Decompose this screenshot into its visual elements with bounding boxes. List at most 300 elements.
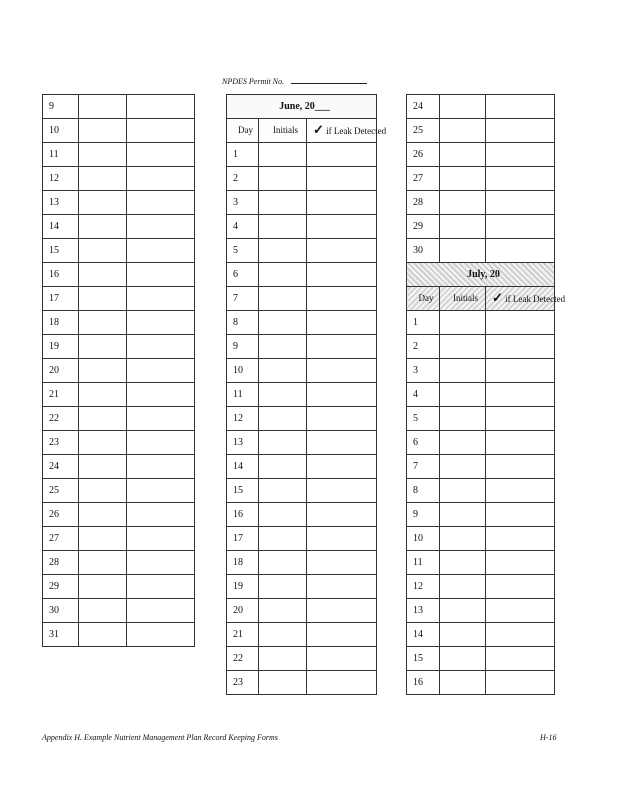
- day-number: 30: [43, 599, 79, 623]
- leak-detected-cell[interactable]: [307, 479, 377, 503]
- log-row: [43, 167, 195, 191]
- leak-detected-cell[interactable]: [127, 383, 195, 407]
- log-row: [43, 311, 195, 335]
- log-row: [227, 431, 377, 455]
- leak-detected-cell[interactable]: [127, 575, 195, 599]
- checkmark-icon: ✓: [492, 290, 503, 305]
- log-row: [43, 383, 195, 407]
- initials-cell[interactable]: [79, 119, 127, 143]
- day-number: 6: [227, 263, 259, 287]
- log-row: [407, 119, 555, 143]
- leak-detected-cell[interactable]: [127, 407, 195, 431]
- log-row: [43, 527, 195, 551]
- leak-detected-cell[interactable]: [486, 167, 555, 191]
- log-row: [227, 263, 377, 287]
- initials-cell[interactable]: [440, 359, 486, 383]
- day-number: 14: [227, 455, 259, 479]
- leak-detected-cell[interactable]: [127, 599, 195, 623]
- checkmark-icon: ✓: [313, 122, 324, 137]
- day-number: 28: [407, 191, 440, 215]
- permit-label: NPDES Permit No.: [222, 77, 284, 86]
- leak-detected-cell[interactable]: [127, 95, 195, 119]
- day-number: 20: [43, 359, 79, 383]
- log-row: [43, 119, 195, 143]
- initials-cell[interactable]: [440, 479, 486, 503]
- log-row: [227, 503, 377, 527]
- june-initials-header: Initials: [259, 119, 307, 143]
- day-number: 21: [227, 623, 259, 647]
- initials-cell[interactable]: [79, 95, 127, 119]
- log-row: [407, 311, 555, 335]
- july-month-heading: July, 20: [407, 263, 555, 287]
- leak-detected-cell[interactable]: [486, 143, 555, 167]
- initials-cell[interactable]: [440, 95, 486, 119]
- day-number: 19: [43, 335, 79, 359]
- initials-cell[interactable]: [259, 407, 307, 431]
- leak-detected-cell[interactable]: [486, 647, 555, 671]
- initials-cell[interactable]: [79, 383, 127, 407]
- day-number: 27: [407, 167, 440, 191]
- initials-cell[interactable]: [259, 455, 307, 479]
- initials-cell[interactable]: [440, 647, 486, 671]
- day-number: 29: [43, 575, 79, 599]
- initials-cell[interactable]: [440, 215, 486, 239]
- leak-detected-cell[interactable]: [486, 551, 555, 575]
- leak-detected-cell[interactable]: [307, 527, 377, 551]
- initials-cell[interactable]: [440, 311, 486, 335]
- day-number: 7: [227, 287, 259, 311]
- june-leak-header: [307, 119, 387, 143]
- log-row: [227, 167, 377, 191]
- day-number: 6: [407, 431, 440, 455]
- initials-cell[interactable]: [79, 503, 127, 527]
- log-table-right-bottom-body: [407, 311, 555, 695]
- log-row: [407, 359, 555, 383]
- initials-cell[interactable]: [259, 431, 307, 455]
- day-number: 18: [227, 551, 259, 575]
- initials-cell[interactable]: [79, 407, 127, 431]
- log-row: [227, 575, 377, 599]
- leak-detected-cell[interactable]: [486, 479, 555, 503]
- initials-cell[interactable]: [259, 359, 307, 383]
- initials-cell[interactable]: [259, 551, 307, 575]
- initials-cell[interactable]: [79, 527, 127, 551]
- initials-cell[interactable]: [79, 431, 127, 455]
- day-number: 8: [227, 311, 259, 335]
- initials-cell[interactable]: [79, 599, 127, 623]
- initials-cell[interactable]: [79, 335, 127, 359]
- log-row: [43, 503, 195, 527]
- leak-detected-cell[interactable]: [127, 287, 195, 311]
- footer-caption: Appendix H. Example Nutrient Management Plan Record Keeping Forms: [42, 733, 278, 742]
- initials-cell[interactable]: [79, 311, 127, 335]
- day-number: 24: [407, 95, 440, 119]
- initials-cell[interactable]: [259, 623, 307, 647]
- day-number: 10: [43, 119, 79, 143]
- initials-cell[interactable]: [79, 455, 127, 479]
- leak-detected-cell[interactable]: [486, 431, 555, 455]
- initials-cell[interactable]: [259, 335, 307, 359]
- log-row: [227, 455, 377, 479]
- log-table-left-body: [43, 95, 195, 647]
- initials-cell[interactable]: [440, 503, 486, 527]
- initials-cell[interactable]: [259, 527, 307, 551]
- initials-cell[interactable]: [440, 623, 486, 647]
- initials-cell[interactable]: [440, 527, 486, 551]
- log-row: [407, 455, 555, 479]
- day-number: 12: [407, 575, 440, 599]
- day-number: 17: [43, 287, 79, 311]
- log-row: [227, 335, 377, 359]
- initials-cell[interactable]: [79, 239, 127, 263]
- leak-detected-cell[interactable]: [307, 311, 377, 335]
- log-row: [43, 239, 195, 263]
- june-day-header: Day: [227, 119, 259, 143]
- log-row: [407, 527, 555, 551]
- leak-detected-cell[interactable]: [307, 215, 377, 239]
- day-number: 1: [407, 311, 440, 335]
- leak-detected-cell[interactable]: [486, 575, 555, 599]
- log-row: [43, 359, 195, 383]
- day-number: 4: [227, 215, 259, 239]
- july-leak-header: [486, 287, 566, 311]
- leak-detected-cell[interactable]: [486, 359, 555, 383]
- log-table-june-body: [227, 143, 377, 695]
- leak-detected-cell[interactable]: [307, 599, 377, 623]
- leak-detected-cell[interactable]: [307, 647, 377, 671]
- log-row: [227, 551, 377, 575]
- log-row: [407, 407, 555, 431]
- leak-detected-cell[interactable]: [127, 503, 195, 527]
- log-row: [43, 623, 195, 647]
- log-row: [407, 551, 555, 575]
- initials-cell[interactable]: [259, 191, 307, 215]
- initials-cell[interactable]: [259, 671, 307, 695]
- day-number: 25: [43, 479, 79, 503]
- leak-detected-cell[interactable]: [127, 119, 195, 143]
- log-row: [407, 479, 555, 503]
- initials-cell[interactable]: [440, 575, 486, 599]
- leak-detected-cell[interactable]: [307, 383, 377, 407]
- log-row: [407, 599, 555, 623]
- initials-cell[interactable]: [79, 575, 127, 599]
- leak-detected-cell[interactable]: [127, 623, 195, 647]
- july-initials-header: Initials: [440, 287, 486, 311]
- day-number: 8: [407, 479, 440, 503]
- leak-detected-cell[interactable]: [307, 287, 377, 311]
- initials-cell[interactable]: [79, 215, 127, 239]
- initials-cell[interactable]: [259, 287, 307, 311]
- leak-detected-cell[interactable]: [486, 191, 555, 215]
- leak-detected-cell[interactable]: [486, 599, 555, 623]
- leak-detected-cell[interactable]: [307, 503, 377, 527]
- leak-detected-cell[interactable]: [486, 239, 555, 263]
- day-number: 16: [43, 263, 79, 287]
- initials-cell[interactable]: [259, 647, 307, 671]
- day-number: 22: [43, 407, 79, 431]
- initials-cell[interactable]: [440, 551, 486, 575]
- day-number: 15: [407, 647, 440, 671]
- leak-detected-cell[interactable]: [307, 575, 377, 599]
- page-number: H-16: [540, 733, 557, 742]
- june-month-heading: June, 20___: [227, 95, 377, 119]
- leak-detected-cell[interactable]: [307, 143, 377, 167]
- leak-detected-cell[interactable]: [486, 335, 555, 359]
- day-number: 18: [43, 311, 79, 335]
- log-row: [43, 599, 195, 623]
- initials-cell[interactable]: [259, 215, 307, 239]
- leak-detected-cell[interactable]: [486, 95, 555, 119]
- initials-cell[interactable]: [440, 143, 486, 167]
- day-number: 20: [227, 599, 259, 623]
- log-row: [407, 167, 555, 191]
- log-row: [227, 383, 377, 407]
- leak-detected-cell[interactable]: [127, 263, 195, 287]
- initials-cell[interactable]: [259, 239, 307, 263]
- log-row: [43, 95, 195, 119]
- day-number: 28: [43, 551, 79, 575]
- initials-cell[interactable]: [79, 143, 127, 167]
- log-table-right-top-body: [407, 95, 555, 263]
- initials-cell[interactable]: [79, 479, 127, 503]
- day-number: 23: [43, 431, 79, 455]
- permit-number-field: [222, 74, 367, 86]
- log-row: [43, 431, 195, 455]
- initials-cell[interactable]: [79, 287, 127, 311]
- initials-cell[interactable]: [259, 479, 307, 503]
- leak-detected-cell[interactable]: [127, 527, 195, 551]
- log-row: [407, 383, 555, 407]
- leak-detected-cell[interactable]: [486, 623, 555, 647]
- log-row: [407, 431, 555, 455]
- log-row: [227, 527, 377, 551]
- leak-detected-cell[interactable]: [127, 167, 195, 191]
- initials-cell[interactable]: [79, 167, 127, 191]
- log-row: [227, 143, 377, 167]
- leak-detected-cell[interactable]: [307, 407, 377, 431]
- day-number: 14: [43, 215, 79, 239]
- log-row: [227, 407, 377, 431]
- day-number: 10: [407, 527, 440, 551]
- leak-detected-cell[interactable]: [127, 359, 195, 383]
- day-number: 16: [227, 503, 259, 527]
- leak-detected-cell[interactable]: [127, 215, 195, 239]
- leak-detected-cell[interactable]: [486, 455, 555, 479]
- leak-detected-cell[interactable]: [307, 239, 377, 263]
- day-number: 3: [407, 359, 440, 383]
- day-number: 13: [407, 599, 440, 623]
- log-row: [227, 599, 377, 623]
- initials-cell[interactable]: [440, 407, 486, 431]
- log-row: [407, 671, 555, 695]
- log-row: [43, 215, 195, 239]
- june-leak-header-label: if Leak Detected: [326, 126, 387, 136]
- initials-cell[interactable]: [79, 359, 127, 383]
- july-leak-header-label: if Leak Detected: [505, 294, 566, 304]
- day-number: 9: [407, 503, 440, 527]
- leak-detected-cell[interactable]: [486, 215, 555, 239]
- initials-cell[interactable]: [259, 575, 307, 599]
- log-row: [43, 191, 195, 215]
- leak-detected-cell[interactable]: [307, 455, 377, 479]
- day-number: 11: [407, 551, 440, 575]
- day-number: 15: [43, 239, 79, 263]
- initials-cell[interactable]: [259, 383, 307, 407]
- leak-detected-cell[interactable]: [127, 191, 195, 215]
- day-number: 29: [407, 215, 440, 239]
- log-row: [227, 359, 377, 383]
- leak-detected-cell[interactable]: [486, 119, 555, 143]
- day-number: 30: [407, 239, 440, 263]
- day-number: 11: [227, 383, 259, 407]
- leak-detected-cell[interactable]: [127, 335, 195, 359]
- day-number: 3: [227, 191, 259, 215]
- log-row: [43, 455, 195, 479]
- day-number: 9: [227, 335, 259, 359]
- leak-detected-cell[interactable]: [127, 311, 195, 335]
- initials-cell[interactable]: [440, 335, 486, 359]
- leak-detected-cell[interactable]: [307, 431, 377, 455]
- initials-cell[interactable]: [440, 599, 486, 623]
- leak-detected-cell[interactable]: [307, 191, 377, 215]
- leak-detected-cell[interactable]: [486, 311, 555, 335]
- initials-cell[interactable]: [440, 167, 486, 191]
- day-number: 21: [43, 383, 79, 407]
- day-number: 10: [227, 359, 259, 383]
- initials-cell[interactable]: [259, 143, 307, 167]
- leak-detected-cell[interactable]: [486, 503, 555, 527]
- log-row: [407, 191, 555, 215]
- leak-detected-cell[interactable]: [307, 359, 377, 383]
- log-table-left: [42, 94, 195, 647]
- log-row: [407, 647, 555, 671]
- leak-detected-cell[interactable]: [486, 527, 555, 551]
- log-row: [43, 335, 195, 359]
- day-number: 25: [407, 119, 440, 143]
- day-number: 19: [227, 575, 259, 599]
- log-row: [43, 407, 195, 431]
- log-row: [407, 143, 555, 167]
- log-row: [43, 551, 195, 575]
- initials-cell[interactable]: [259, 599, 307, 623]
- leak-detected-cell[interactable]: [127, 551, 195, 575]
- day-number: 12: [43, 167, 79, 191]
- leak-detected-cell[interactable]: [486, 383, 555, 407]
- day-number: 1: [227, 143, 259, 167]
- initials-cell[interactable]: [440, 431, 486, 455]
- day-number: 7: [407, 455, 440, 479]
- leak-detected-cell[interactable]: [486, 671, 555, 695]
- initials-cell[interactable]: [259, 263, 307, 287]
- log-row: [227, 671, 377, 695]
- day-number: 9: [43, 95, 79, 119]
- day-number: 26: [407, 143, 440, 167]
- day-number: 27: [43, 527, 79, 551]
- day-number: 13: [227, 431, 259, 455]
- initials-cell[interactable]: [440, 191, 486, 215]
- day-number: 2: [227, 167, 259, 191]
- leak-detected-cell[interactable]: [307, 167, 377, 191]
- log-row: [43, 479, 195, 503]
- log-row: [43, 263, 195, 287]
- log-row: [43, 143, 195, 167]
- day-number: 11: [43, 143, 79, 167]
- day-number: 14: [407, 623, 440, 647]
- july-day-header: Day: [407, 287, 440, 311]
- log-row: [227, 191, 377, 215]
- log-row: [227, 647, 377, 671]
- log-row: [227, 623, 377, 647]
- day-number: 5: [227, 239, 259, 263]
- day-number: 23: [227, 671, 259, 695]
- leak-detected-cell[interactable]: [486, 407, 555, 431]
- initials-cell[interactable]: [79, 191, 127, 215]
- day-number: 5: [407, 407, 440, 431]
- log-row: [43, 287, 195, 311]
- initials-cell[interactable]: [440, 383, 486, 407]
- day-number: 15: [227, 479, 259, 503]
- day-number: 24: [43, 455, 79, 479]
- day-number: 2: [407, 335, 440, 359]
- log-row: [227, 311, 377, 335]
- log-row: [227, 215, 377, 239]
- log-row: [407, 575, 555, 599]
- leak-detected-cell[interactable]: [307, 623, 377, 647]
- log-row: [43, 575, 195, 599]
- log-row: [407, 239, 555, 263]
- initials-cell[interactable]: [440, 455, 486, 479]
- day-number: 17: [227, 527, 259, 551]
- log-table-june: [226, 94, 387, 695]
- log-row: [407, 215, 555, 239]
- log-row: [227, 239, 377, 263]
- day-number: 4: [407, 383, 440, 407]
- leak-detected-cell[interactable]: [307, 335, 377, 359]
- log-row: [407, 623, 555, 647]
- initials-cell[interactable]: [259, 167, 307, 191]
- log-row: [227, 479, 377, 503]
- log-table-right: [406, 94, 566, 695]
- initials-cell[interactable]: [79, 551, 127, 575]
- initials-cell[interactable]: [440, 671, 486, 695]
- day-number: 26: [43, 503, 79, 527]
- day-number: 13: [43, 191, 79, 215]
- day-number: 12: [227, 407, 259, 431]
- initials-cell[interactable]: [440, 119, 486, 143]
- leak-detected-cell[interactable]: [127, 455, 195, 479]
- day-number: 31: [43, 623, 79, 647]
- log-row: [407, 95, 555, 119]
- day-number: 22: [227, 647, 259, 671]
- log-row: [407, 503, 555, 527]
- leak-detected-cell[interactable]: [127, 431, 195, 455]
- leak-detected-cell[interactable]: [127, 239, 195, 263]
- leak-detected-cell[interactable]: [307, 263, 377, 287]
- initials-cell[interactable]: [259, 311, 307, 335]
- day-number: 16: [407, 671, 440, 695]
- leak-detected-cell[interactable]: [307, 551, 377, 575]
- initials-cell[interactable]: [79, 623, 127, 647]
- permit-number-blank[interactable]: [291, 74, 367, 84]
- leak-detected-cell[interactable]: [127, 479, 195, 503]
- leak-detected-cell[interactable]: [307, 671, 377, 695]
- initials-cell[interactable]: [440, 239, 486, 263]
- initials-cell[interactable]: [79, 263, 127, 287]
- log-row: [227, 287, 377, 311]
- initials-cell[interactable]: [259, 503, 307, 527]
- july-heading-group: [407, 263, 566, 311]
- leak-detected-cell[interactable]: [127, 143, 195, 167]
